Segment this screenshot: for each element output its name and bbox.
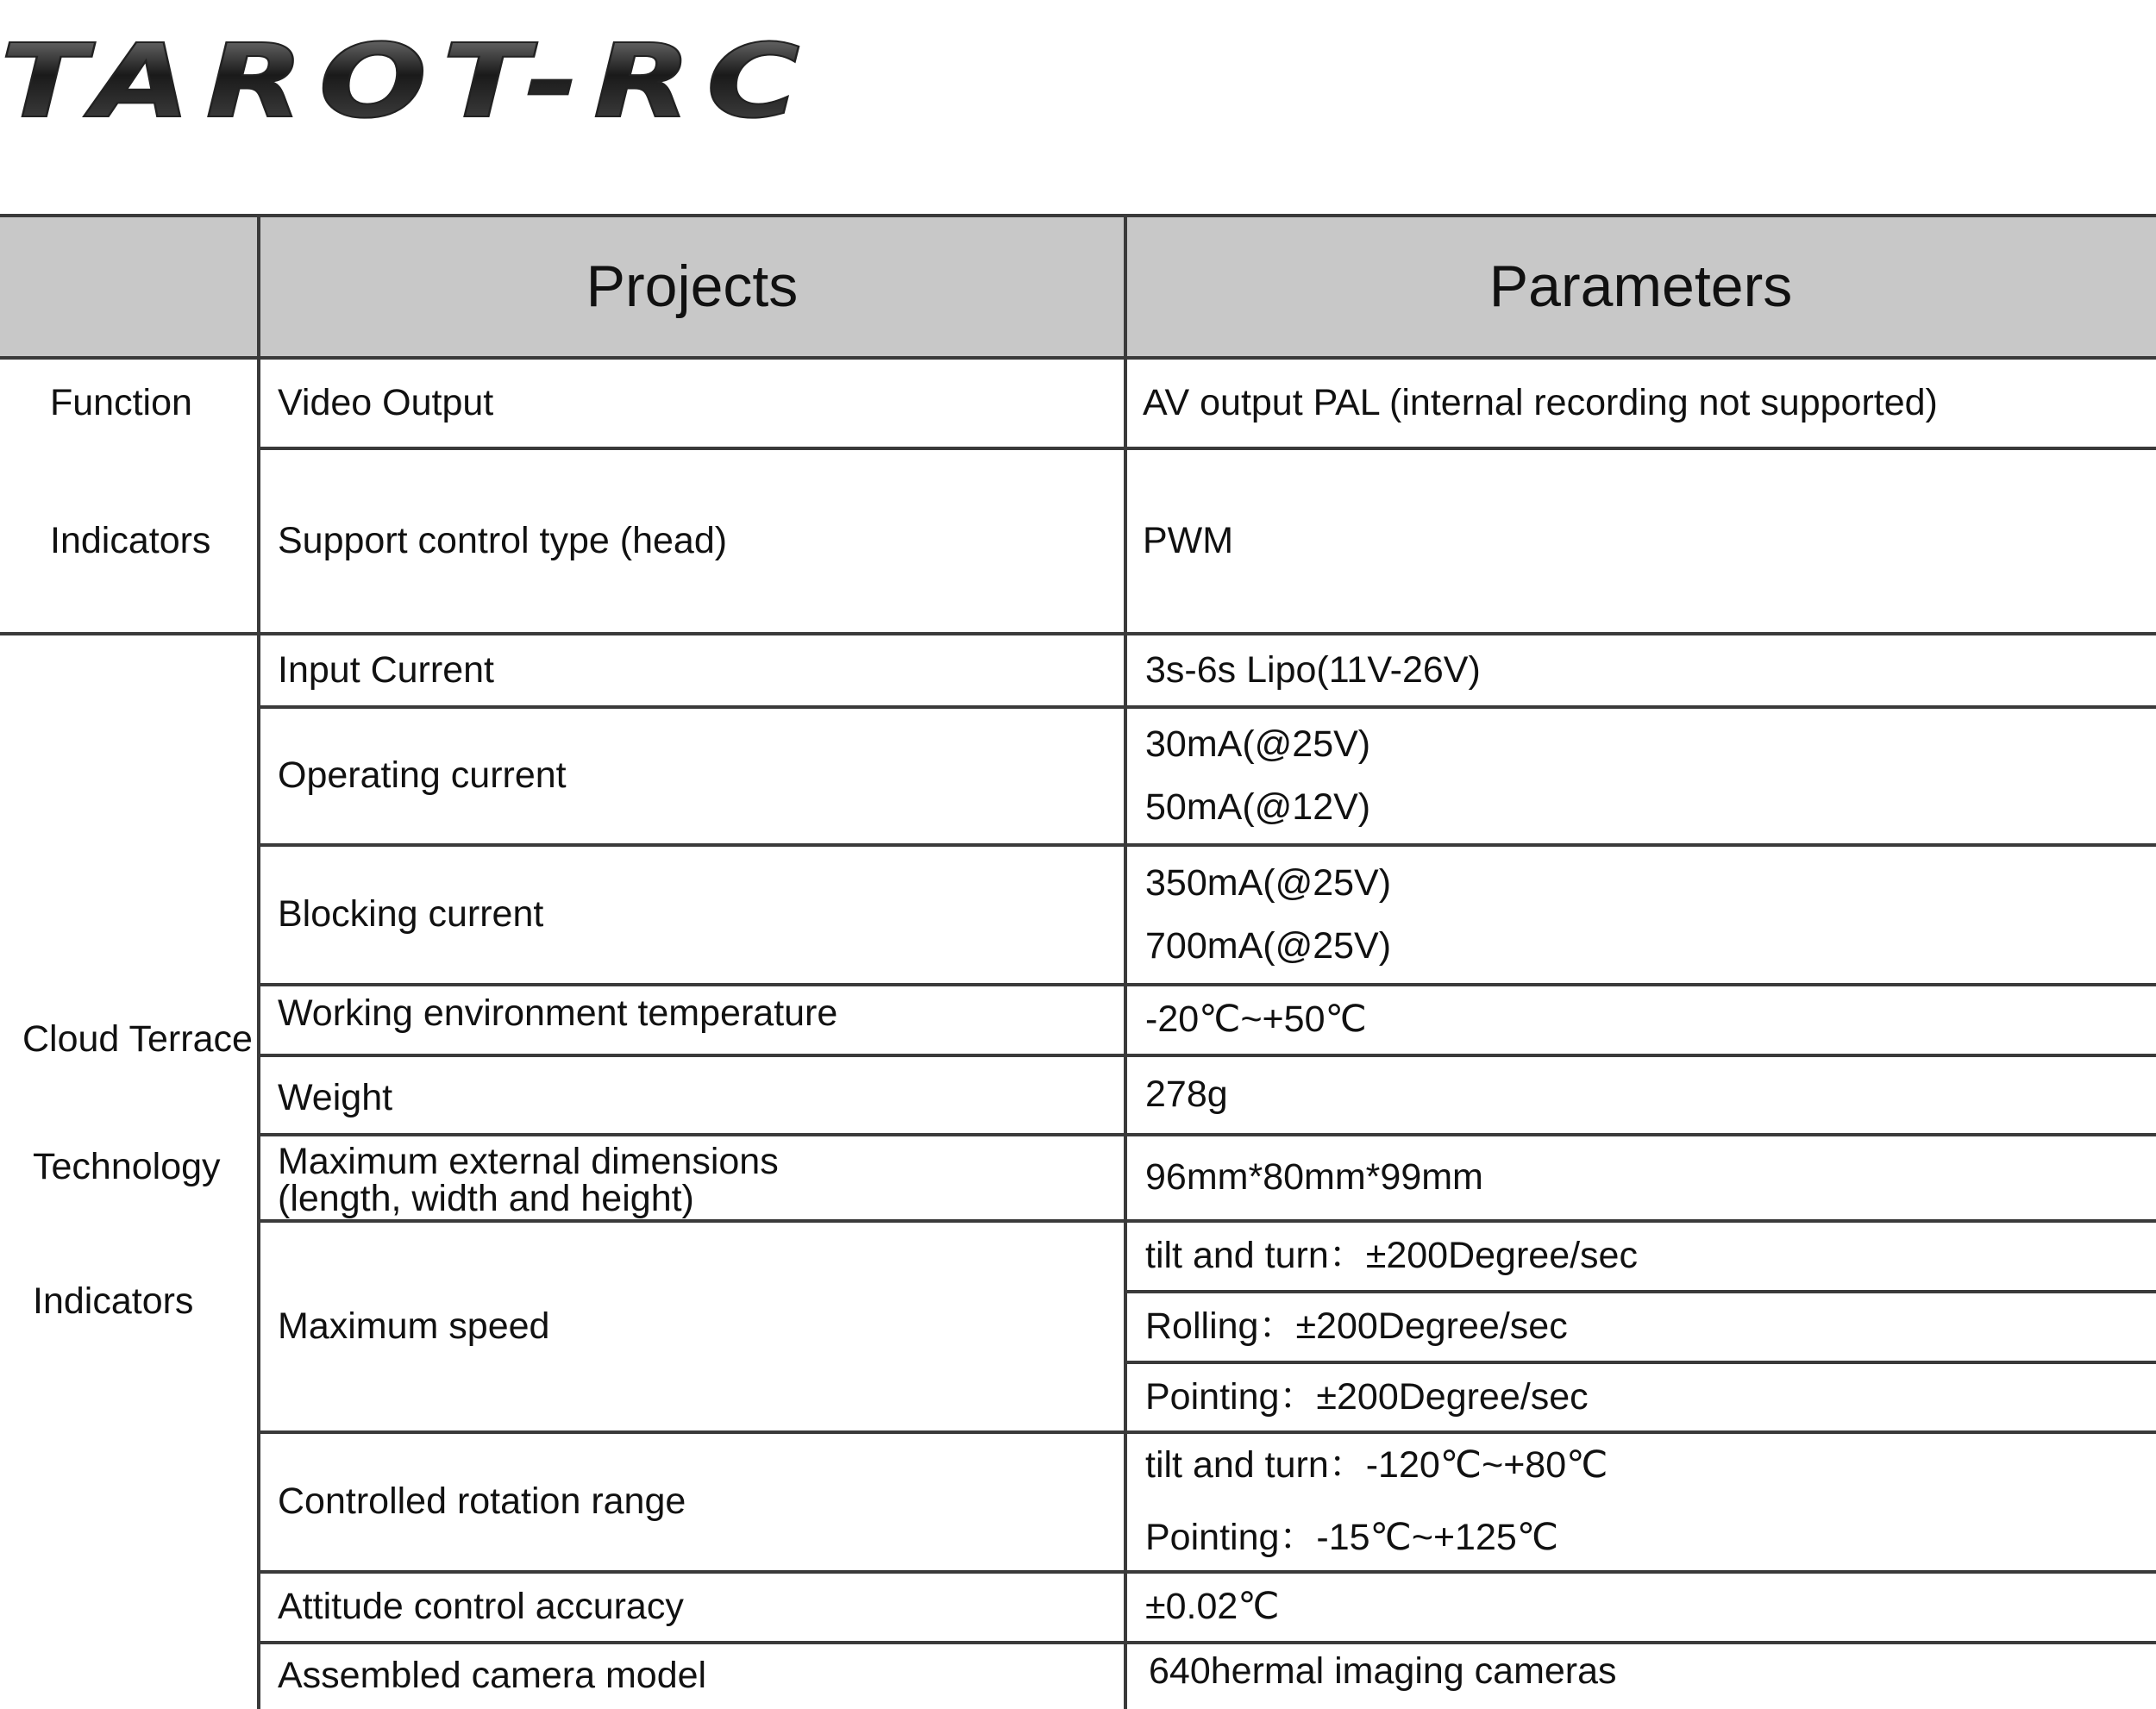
- logo-text: TAROT-RC: [0, 34, 815, 129]
- grid-line-subrow: [1124, 1290, 2156, 1293]
- grid-line-row: [257, 1570, 2156, 1574]
- grid-line-row: [257, 447, 2156, 450]
- tarot-rc-logo: [0, 34, 828, 129]
- param-camera-model: 640hermal imaging cameras: [1149, 1650, 1617, 1693]
- project-weight: Weight: [278, 1077, 393, 1118]
- grid-line-row: [257, 1641, 2156, 1644]
- category-tech-line1: Cloud Terrace: [22, 1018, 253, 1060]
- project-support-control-type: Support control type (head): [278, 519, 728, 561]
- grid-line-subrow: [1124, 1361, 2156, 1364]
- project-camera-model: Assembled camera model: [278, 1654, 707, 1696]
- grid-line-row: [257, 983, 2156, 986]
- param-attitude-accuracy: ±0.02℃: [1145, 1586, 1280, 1628]
- grid-line-header-bottom: [0, 356, 2156, 360]
- grid-line-vertical-left: [257, 214, 260, 1709]
- project-video-output: Video Output: [278, 381, 494, 423]
- grid-line-top: [0, 214, 2156, 217]
- grid-line-row: [257, 1430, 2156, 1434]
- project-maximum-speed: Maximum speed: [278, 1305, 550, 1347]
- param-max-speed-tilt: tilt and turn：±200Degree/sec: [1145, 1235, 1638, 1277]
- grid-line-row: [257, 705, 2156, 709]
- project-attitude-accuracy: Attitude control accuracy: [278, 1586, 684, 1628]
- param-support-control-type: PWM: [1143, 519, 1234, 561]
- param-max-dimensions: 96mm*80mm*99mm: [1145, 1156, 1483, 1199]
- category-function-line1: Function: [50, 382, 192, 423]
- grid-line-row: [257, 843, 2156, 847]
- category-tech-line3: Indicators: [33, 1280, 194, 1322]
- param-blocking-current: 350mA(@25V) 700mA(@25V): [1145, 861, 1392, 967]
- param-max-speed-rolling: Rolling：±200Degree/sec: [1145, 1305, 1568, 1348]
- param-input-current: 3s-6s Lipo(11V-26V): [1145, 648, 1481, 691]
- project-working-temperature: Working environment temperature: [278, 992, 838, 1034]
- grid-line-row: [257, 1219, 2156, 1223]
- category-tech-line2: Technology: [33, 1146, 221, 1187]
- grid-line-vertical-mid: [1124, 214, 1127, 1709]
- grid-line-row: [257, 1054, 2156, 1057]
- project-blocking-current: Blocking current: [278, 893, 544, 936]
- param-max-speed-pointing: Pointing：±200Degree/sec: [1145, 1375, 1589, 1418]
- project-rotation-range: Controlled rotation range: [278, 1481, 686, 1523]
- param-rotation-range: tilt and turn：-120℃~+80℃ Pointing：-15℃~+125℃: [1145, 1444, 1608, 1558]
- param-operating-current: 30mA(@25V) 50mA(@12V): [1145, 723, 1371, 828]
- param-weight: 278g: [1145, 1074, 1228, 1116]
- param-video-output: AV output PAL (internal recording not supported): [1143, 381, 1938, 423]
- grid-line-row: [257, 1133, 2156, 1136]
- project-input-current: Input Current: [278, 648, 494, 691]
- param-working-temperature: -20℃~+50℃: [1145, 998, 1367, 1041]
- project-max-dimensions: Maximum external dimensions (length, width and height): [278, 1141, 779, 1219]
- header-projects: Projects: [586, 253, 799, 319]
- grid-line-section: [0, 632, 2156, 635]
- header-parameters: Parameters: [1489, 253, 1793, 319]
- category-function-line2: Indicators: [50, 520, 211, 561]
- project-operating-current: Operating current: [278, 754, 567, 797]
